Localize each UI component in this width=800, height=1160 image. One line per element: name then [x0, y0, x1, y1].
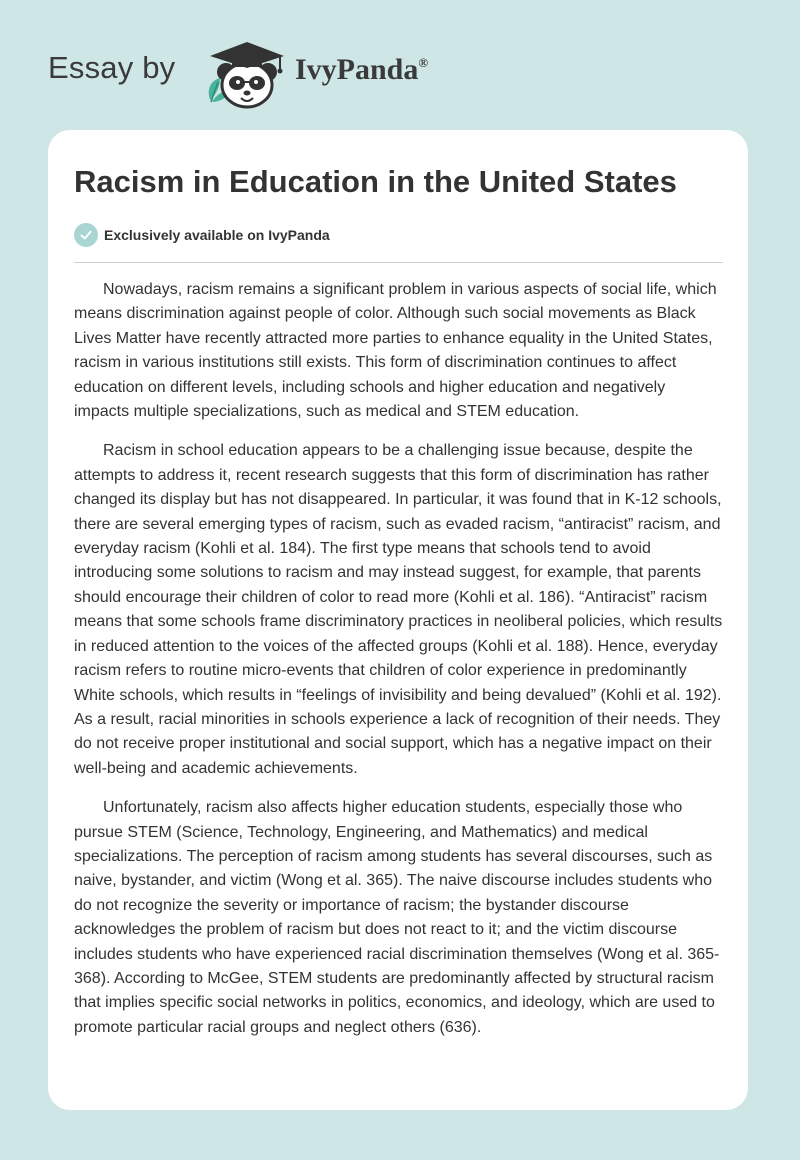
- badge-label: Exclusively available on IvyPanda: [104, 227, 330, 243]
- divider: [74, 262, 723, 263]
- check-circle-icon: [74, 223, 98, 247]
- paragraph: Nowadays, racism remains a significant problem in various aspects of social life, which means discrimination against people of color. Although such social movements as Black Lives Matter have recently attracted more parties to enhance equality in the United States, racism in various institutions still exists. This form of discrimination continues to affect education on different levels, including schools and higher education and negatively impacts multiple specializations, such as medical and STEM education.: [74, 281, 717, 421]
- essay-card: [48, 130, 748, 1110]
- brand-logo-text[interactable]: IvyPanda®: [295, 53, 429, 86]
- page-title: Racism in Education in the United States: [74, 164, 677, 199]
- paragraph: Unfortunately, racism also affects higher education students, especially those who pursue STEM (Science, Technology, Engineering, and Mathematics) and medical specializations. The perception of racism among students has several discourses, such as naive, bystander, and victim (Wong et al. 365). The naive discourse includes students who do not recognize the severity or importance of racism; the bystander discourse acknowledges the problem of racism but does not react to it; and the victim discourse includes students who have experienced racial discrimination themselves (Wong et al. 365-368). According to McGee, STEM students are predominantly affected by structural racism that implies specific social networks in politics, economics, and ideology, which are used to promote particular racial groups and neglect others (636).: [74, 799, 720, 1036]
- essay-by-label: Essay by: [48, 50, 176, 85]
- essay-body: [74, 278, 724, 1055]
- panda-graduate-icon[interactable]: [200, 36, 292, 110]
- paragraph: Racism in school education appears to be a challenging issue because, despite the attempts to address it, recent research suggests that this form of discrimination has rather changed its display but has not disappeared. In particular, it was found that in K-12 schools, there are several emerging types of racism, such as evaded racism, “antiracist” racism, and everyday racism (Kohli et al. 184). The first type means that schools tend to avoid introducing some solutions to racism and may instead suggest, for example, that parents should encourage their children of color to read more (Kohli et al. 186). “Antiracist” racism means that some schools frame discriminatory practices in neoliberal policies, which results in reduced attention to the voices of the affected groups (Kohli et al. 188). Hence, everyday racism refers to routine micro-events that children of color experience in predominantly White schools, which results in “feelings of invisibility and being devalued” (Kohli et al. 192). As a result, racial minorities in schools experience a lack of recognition of their needs. They do not receive proper institutional and social support, which has a negative impact on their well-being and academic achievements.: [74, 442, 723, 777]
- registered-mark: ®: [418, 55, 429, 70]
- exclusive-badge: [74, 222, 330, 248]
- site-header: [0, 0, 800, 130]
